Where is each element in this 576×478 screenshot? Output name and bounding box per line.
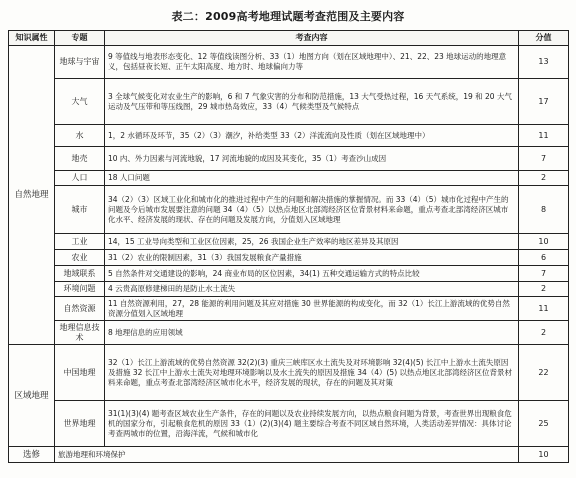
content-cell: 31(1)(3)(4) 题考查区域农业生产条件，存在的问题以及农业持续发展方向，以热点粮食问题为背景，考查世界出现粮食危机的国家分布，引起粮食危机的原因 33（1）(2)(3)(4) 题主要综合考查不同区域自然环境，人类活动差异情况：具体讨论考查两城市的位置，沿海洋流，气候和城市化 xyxy=(105,401,519,447)
content-cell: 9 等值线与地表形态变化、12 等值线读图分析、33（1）地图方向（划在区域地理中）、21、22、23 地球运动的地理意义，包括昼夜长短、正午太阳高度、地方时、地球偏向力等 xyxy=(105,46,519,79)
topic-cell: 世界地理 xyxy=(55,401,105,447)
score-cell: 10 xyxy=(519,447,569,463)
table-row xyxy=(9,266,569,282)
table-row xyxy=(9,79,569,125)
topic-cell: 人口 xyxy=(55,171,105,186)
topic-cell: 大气 xyxy=(55,79,105,125)
table-row xyxy=(9,125,569,147)
content-cell: 3 全球气候变化对农业生产的影响，6 和 7 气象灾害的分布和防范措施，13 大气受热过程，16 天气系统，19 和 20 大气运动及气压带和等压线图，29 城市热岛效应，33（4）气候类型及气候特点 xyxy=(105,79,519,125)
topic-cell: 地壳 xyxy=(55,147,105,171)
score-cell: 22 xyxy=(519,345,569,401)
table-row xyxy=(9,321,569,345)
score-cell: 13 xyxy=(519,46,569,79)
content-cell: 5 自然条件对交通建设的影响，24 商业布局的区位因素，34(1) 五种交通运输方式的特点比较 xyxy=(105,266,519,282)
table-row xyxy=(9,234,569,250)
content-cell: 31（2）农业的限制因素，31（3）我国发展粮食产量措施 xyxy=(105,250,519,266)
table-row xyxy=(9,345,569,401)
group-region: 区域地理 xyxy=(9,345,55,447)
table-row xyxy=(9,147,569,171)
table-row xyxy=(9,297,569,321)
table-row xyxy=(9,250,569,266)
topic-cell: 自然资源 xyxy=(55,297,105,321)
content-cell: 旅游地理和环境保护 xyxy=(55,447,519,463)
table-row xyxy=(9,171,569,186)
score-cell: 11 xyxy=(519,297,569,321)
score-cell: 25 xyxy=(519,401,569,447)
topic-cell: 地域联系 xyxy=(55,266,105,282)
score-cell: 10 xyxy=(519,234,569,250)
score-cell: 17 xyxy=(519,79,569,125)
table-row xyxy=(9,282,569,297)
exam-scope-table xyxy=(8,30,569,463)
content-cell: 34（2）（3）区域工业化和城市化的推进过程中产生的问题和解决措施的掌握情况。而 33（4）（5）城市化过程中产生的问题及今后城市发展要注意的问题 34（4）（5）以热点地区北部湾经济区位背景材料来命题，重点考查北部湾经济区城市化水平、经济发展的现状、存在的问题及发展方向，分值划入区域地理 xyxy=(105,186,519,234)
group-nature: 自然地理 xyxy=(9,46,55,345)
topic-cell: 城市 xyxy=(55,186,105,234)
table-row xyxy=(9,186,569,234)
content-cell: 14，15 工业导向类型和工业区位因素，25，26 我国企业生产效率的地区差异及其原因 xyxy=(105,234,519,250)
header-content: 考查内容 xyxy=(105,31,519,46)
score-cell: 2 xyxy=(519,171,569,186)
score-cell: 7 xyxy=(519,266,569,282)
score-cell: 6 xyxy=(519,250,569,266)
topic-cell: 中国地理 xyxy=(55,345,105,401)
topic-cell: 工业 xyxy=(55,234,105,250)
topic-cell: 地球与宇宙 xyxy=(55,46,105,79)
table-row xyxy=(9,46,569,79)
content-cell: 8 地理信息的应用领域 xyxy=(105,321,519,345)
score-cell: 2 xyxy=(519,282,569,297)
table-title: 表二：2009高考地理试题考查范围及主要内容 xyxy=(171,10,405,23)
table-row xyxy=(9,401,569,447)
score-cell: 8 xyxy=(519,186,569,234)
topic-cell: 地理信息技术 xyxy=(55,321,105,345)
content-cell: 1，2 水循环及环节，35（2）（3）潮汐，补给类型 33（2）洋流流向及性质（划在区域地理中） xyxy=(105,125,519,147)
header-row xyxy=(9,31,569,46)
content-cell: 18 人口问题 xyxy=(105,171,519,186)
content-cell: 32（1）长江上游流域的优势自然资源 32(2)(3) 重庆三峡库区水土流失及对环境影响 32(4)(5) 长江中上游水土流失原因及措施 32 长江中上游水土流失对地理环境影响以及水土流失的原因及措施 34（4）(5) 以热点地区北部湾经济区位背景材料来命题，重点考查北部湾经济区城市化水平，经济发展的现状，存在的问题及其对策 xyxy=(105,345,519,401)
group-elective: 选修 xyxy=(9,447,55,463)
content-cell: 4 云贵高原修建梯田的是防止水土流失 xyxy=(105,282,519,297)
score-cell: 7 xyxy=(519,147,569,171)
content-cell: 10 内、外力因素与河流地貌，17 河流地貌的成因及其变化，35（1）考查沙山成因 xyxy=(105,147,519,171)
score-cell: 11 xyxy=(519,125,569,147)
header-attr: 知识属性 xyxy=(9,31,55,46)
content-cell: 11 自然资源利用，27，28 能源的利用问题及其应对措施 30 世界能源的构成变化，而 32（1）长江上游流域的优势自然资源分值划入区域地理 xyxy=(105,297,519,321)
topic-cell: 农业 xyxy=(55,250,105,266)
topic-cell: 水 xyxy=(55,125,105,147)
header-topic: 专题 xyxy=(55,31,105,46)
table-row xyxy=(9,447,569,463)
topic-cell: 环境问题 xyxy=(55,282,105,297)
score-cell: 2 xyxy=(519,321,569,345)
header-score: 分值 xyxy=(519,31,569,46)
